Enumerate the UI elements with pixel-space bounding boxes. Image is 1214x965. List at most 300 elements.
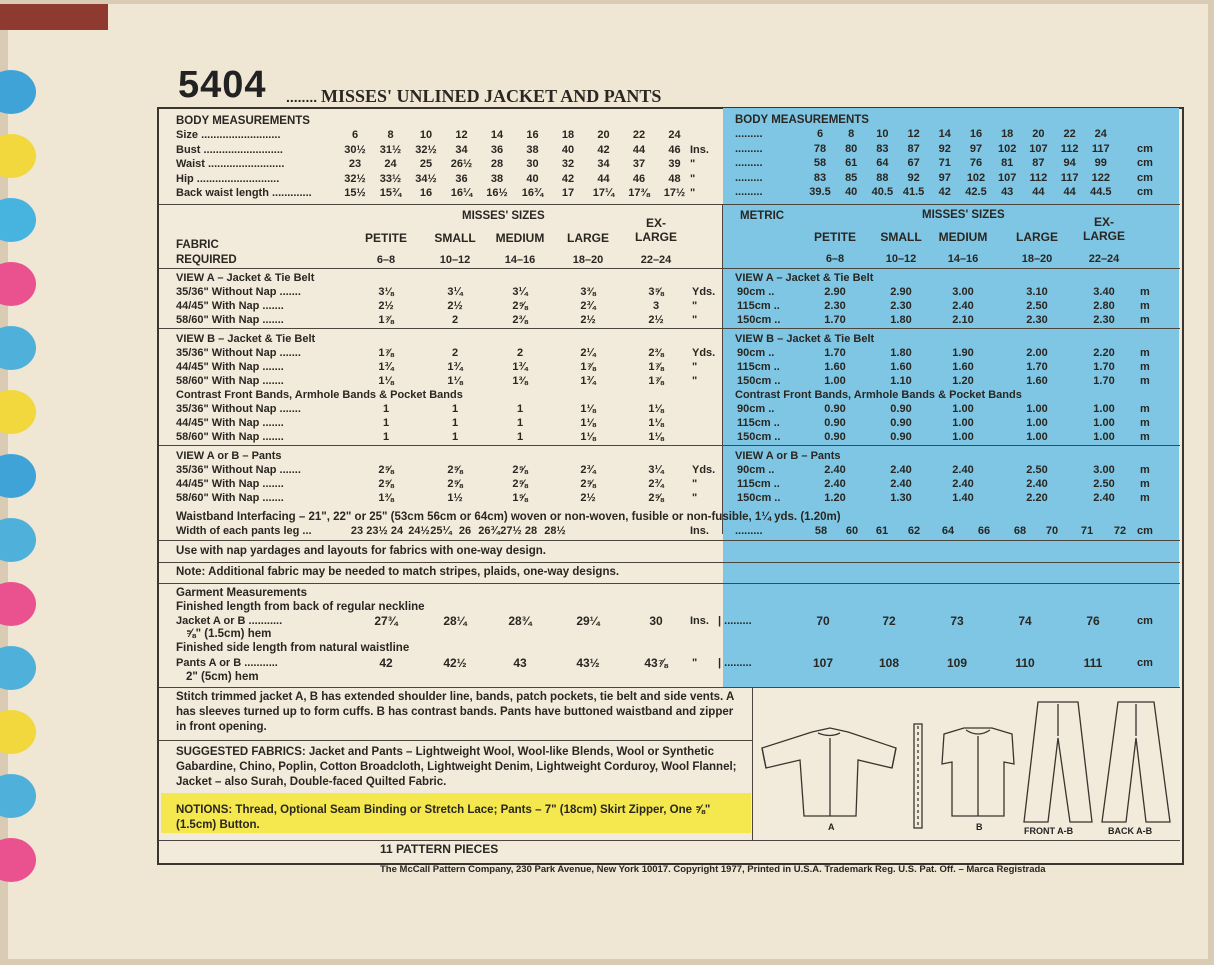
yardage-value: 2⅝ xyxy=(447,464,463,476)
metric-unit: m xyxy=(1140,347,1150,359)
metric-section-title: VIEW A – Jacket & Tie Belt xyxy=(735,272,874,284)
sketch-label-a: A xyxy=(828,822,835,832)
metric-pants-value: 109 xyxy=(946,656,968,670)
body-value: 16 xyxy=(419,187,433,199)
yardage-label: 35/36" Without Nap ....... xyxy=(176,286,301,298)
size-range: 6–8 xyxy=(376,254,396,266)
metric-body-unit: cm xyxy=(1137,171,1153,184)
body-value: 10 xyxy=(419,129,433,141)
metric-leg-value: 64 xyxy=(941,525,955,537)
size-range: 14–16 xyxy=(504,254,536,266)
size-name: EX- xyxy=(645,216,666,230)
metric-unit: m xyxy=(1140,403,1150,415)
metric-value: 2.40 xyxy=(952,478,974,490)
metric-body-value: 83 xyxy=(876,142,889,155)
metric-label: METRIC xyxy=(740,210,785,222)
metric-unit: m xyxy=(1140,492,1150,504)
jacket-label: Jacket A or B ........... xyxy=(176,615,283,627)
body-value: 32½ xyxy=(344,172,366,185)
jacket-length-unit: Ins. xyxy=(690,615,709,627)
jacket-length-value: 28¼ xyxy=(443,614,467,628)
yardage-value: 1¾ xyxy=(512,361,528,373)
color-dot xyxy=(0,710,36,754)
yardage-value: 2½ xyxy=(580,314,596,326)
color-dot-strip xyxy=(0,60,48,960)
metric-jacket-dots: | ......... xyxy=(718,615,752,627)
jacket-hem-note: ⅝" (1.5cm) hem xyxy=(186,628,272,640)
metric-value: 2.40 xyxy=(824,478,846,490)
garment-line-drawings xyxy=(752,688,1180,861)
yardage-value: 2⅝ xyxy=(512,464,528,476)
yardage-value: 1⅛ xyxy=(648,417,664,429)
yardage-value: 2⅝ xyxy=(512,300,528,312)
body-value: 23 xyxy=(348,158,362,170)
metric-body-value: 117 xyxy=(1091,142,1110,155)
body-row-label: Hip ........................... xyxy=(176,172,280,185)
metric-body-value: 10 xyxy=(876,128,889,140)
yardage-value: 1 xyxy=(451,417,459,429)
metric-value: 2.40 xyxy=(1026,478,1048,490)
yardage-value: 1⅛ xyxy=(580,403,596,415)
divider xyxy=(159,583,1180,584)
yardage-value: 1 xyxy=(382,417,390,429)
metric-body-value: 44 xyxy=(1063,186,1076,198)
metric-body-value: 112 xyxy=(1029,171,1048,184)
metric-body-value: 97 xyxy=(969,142,983,155)
metric-jacket-value: 73 xyxy=(950,614,964,628)
leg-width-value: 24 xyxy=(390,525,404,537)
pants-length-value: 43⅞ xyxy=(644,656,668,670)
yardage-value: 2⅝ xyxy=(580,478,596,490)
metric-value: 2.40 xyxy=(824,464,846,476)
leg-width-value: 23 xyxy=(350,525,364,537)
body-value: 17 xyxy=(561,187,575,199)
metric-pants-value: 110 xyxy=(1015,656,1035,670)
color-dot xyxy=(0,390,36,434)
metric-width-label: 150cm .. xyxy=(737,492,781,504)
metric-leg-value: 71 xyxy=(1080,525,1094,537)
color-dot xyxy=(0,326,36,370)
yardage-value: 1 xyxy=(451,403,459,415)
yardage-label: 35/36" Without Nap ....... xyxy=(176,464,301,476)
color-dot xyxy=(0,838,36,882)
body-measurements-heading: BODY MEASUREMENTS xyxy=(176,115,310,127)
metric-body-dots: ......... xyxy=(735,186,763,198)
metric-body-dots: ......... xyxy=(735,142,763,155)
metric-pants-dots: | ......... xyxy=(718,657,752,669)
copyright-footer: The McCall Pattern Company, 230 Park Avenue, New York 10017. Copyright 1977, Printed in U.S.A. Trademark Reg. U.S. Pat. Off. – Marca Registrada xyxy=(380,864,1046,875)
leg-width-value: 26¾ xyxy=(478,525,500,537)
body-value: 15½ xyxy=(344,187,366,199)
section-divider xyxy=(159,328,1180,329)
metric-body-value: 117 xyxy=(1060,171,1079,184)
metric-value: 1.20 xyxy=(952,375,974,387)
yardage-value: 2⅝ xyxy=(447,478,463,490)
metric-value: 1.00 xyxy=(1093,417,1115,429)
metric-leg-value: 72 xyxy=(1113,525,1127,537)
yardage-value: 2¾ xyxy=(580,300,596,312)
metric-body-value: 88 xyxy=(876,171,889,184)
metric-leg-unit: cm xyxy=(1137,525,1153,537)
metric-body-value: 58 xyxy=(813,157,827,169)
body-unit: " xyxy=(690,187,696,199)
yardage-value: 1 xyxy=(382,403,390,415)
metric-size-name: LARGE xyxy=(1016,230,1058,244)
metric-value: 1.00 xyxy=(1093,431,1115,443)
notions-text: NOTIONS: Thread, Optional Seam Binding or Stretch Lace; Pants – 7" (18cm) Skirt Zipper, One ⅝" (1.5cm) Button. xyxy=(176,804,711,831)
body-value: 16¾ xyxy=(521,187,544,199)
metric-body-value: 44.5 xyxy=(1090,186,1112,198)
yardage-value: 1 xyxy=(451,431,459,443)
section-divider xyxy=(159,445,1180,446)
metric-body-value: 20 xyxy=(1032,128,1045,140)
metric-width-label: 90cm .. xyxy=(737,403,775,415)
metric-unit: m xyxy=(1140,478,1150,490)
body-value: 20 xyxy=(597,129,610,141)
pattern-title: ........ MISSES' UNLINED JACKET AND PANTS xyxy=(286,86,662,106)
color-dot xyxy=(0,774,36,818)
body-value: 30½ xyxy=(344,143,366,156)
metric-leg-value: 60 xyxy=(845,525,859,537)
yardage-label: 35/36" Without Nap ....... xyxy=(176,347,301,359)
body-value: 17⅜ xyxy=(628,187,650,199)
metric-unit: m xyxy=(1140,375,1150,387)
metric-size-name: SMALL xyxy=(880,230,922,244)
waistband-interfacing: Waistband Interfacing – 21", 22" or 25" (53cm 56cm or 64cm) woven or non-woven, fusible or non-fusible, 1¼ yds. (1.20m) xyxy=(176,511,841,523)
garment-side-length-note: Finished side length from natural waistline xyxy=(176,642,410,654)
body-value: 48 xyxy=(668,172,681,185)
body-value: 34 xyxy=(597,158,610,170)
metric-pants-unit: cm xyxy=(1137,657,1153,669)
size-name: MEDIUM xyxy=(495,231,545,245)
metric-body-value: 94 xyxy=(1063,157,1076,169)
metric-value: 3.40 xyxy=(1093,286,1115,298)
body-value: 34 xyxy=(455,143,468,156)
metric-value: 2.00 xyxy=(1026,347,1048,359)
metric-value: 2.30 xyxy=(1093,314,1115,326)
metric-value: 1.80 xyxy=(890,314,912,326)
divider xyxy=(159,562,1180,563)
sketch-label-b: B xyxy=(976,822,983,832)
yardage-value: 1¾ xyxy=(580,375,596,387)
metric-value: 0.90 xyxy=(890,417,912,429)
metric-unit: m xyxy=(1140,464,1150,476)
metric-value: 1.60 xyxy=(1026,375,1048,387)
metric-value: 1.90 xyxy=(952,347,974,359)
yardage-label: 35/36" Without Nap ....... xyxy=(176,403,301,415)
metric-size-name: EX- xyxy=(1093,215,1114,229)
body-value: 8 xyxy=(387,129,394,141)
metric-body-value: 122 xyxy=(1091,171,1110,184)
body-value: 14 xyxy=(490,129,504,141)
yardage-value: 3⅛ xyxy=(378,286,394,298)
yardage-value: 3⅜ xyxy=(580,286,596,298)
body-value: 42 xyxy=(597,143,610,156)
metric-body-value: 42.5 xyxy=(965,186,987,198)
metric-body-value: 16 xyxy=(969,128,983,140)
metric-width-label: 150cm .. xyxy=(737,314,781,326)
body-value: 15¾ xyxy=(379,187,402,199)
metric-body-value: 81 xyxy=(1001,157,1014,169)
metric-unit: m xyxy=(1140,300,1150,312)
metric-value: 2.20 xyxy=(1093,347,1115,359)
metric-value: 2.90 xyxy=(890,286,912,298)
metric-unit: m xyxy=(1140,314,1150,326)
metric-body-value: 87 xyxy=(907,142,920,155)
yardage-value: 2½ xyxy=(378,300,394,312)
body-value: 17¼ xyxy=(592,187,615,199)
yardage-value: 2⅜ xyxy=(512,314,528,326)
metric-value: 2.50 xyxy=(1093,478,1115,490)
yardage-value: 3¼ xyxy=(512,286,528,298)
pants-back-drawing xyxy=(1102,702,1170,822)
body-value: 38 xyxy=(490,172,504,185)
leg-width-value: 27½ xyxy=(500,525,522,537)
yardage-value: 2⅜ xyxy=(648,347,664,359)
metric-width-label: 150cm .. xyxy=(737,375,781,387)
body-value: 6 xyxy=(351,129,359,141)
color-dot xyxy=(0,454,36,498)
metric-value: 1.70 xyxy=(1093,375,1115,387)
metric-unit: m xyxy=(1140,361,1150,373)
yardage-unit: " xyxy=(692,492,698,504)
jacket-length-value: 28¾ xyxy=(508,614,532,628)
body-value: 34½ xyxy=(415,172,437,185)
metric-size-range: 22–24 xyxy=(1088,253,1120,265)
metric-body-value: 14 xyxy=(938,128,951,140)
metric-value: 2.20 xyxy=(1026,492,1048,504)
body-unit: Ins. xyxy=(690,143,709,156)
yardage-unit: Yds. xyxy=(692,347,716,359)
pants-length-unit: " xyxy=(692,657,698,669)
metric-leg-value: 62 xyxy=(907,525,921,537)
yardage-label: 44/45" With Nap ....... xyxy=(176,478,284,490)
color-dot xyxy=(0,646,36,690)
metric-body-value: 40.5 xyxy=(871,186,894,198)
body-value: 26½ xyxy=(450,158,473,170)
color-dot xyxy=(0,518,36,562)
metric-value: 1.00 xyxy=(1026,403,1048,415)
body-value: 40 xyxy=(526,172,539,185)
jacket-length-value: 27¾ xyxy=(374,614,398,628)
yardage-value: 2¾ xyxy=(580,464,596,476)
yardage-value: 3¼ xyxy=(447,286,463,298)
section-title: VIEW A or B – Pants xyxy=(176,450,282,462)
metric-value: 0.90 xyxy=(824,431,846,443)
metric-unit: m xyxy=(1140,417,1150,429)
size-range: 22–24 xyxy=(640,254,672,266)
metric-body-value: 67 xyxy=(907,157,920,169)
metric-value: 2.40 xyxy=(1093,492,1115,504)
yardage-value: 2½ xyxy=(580,492,596,504)
yardage-label: 58/60" With Nap ....... xyxy=(176,492,284,504)
metric-body-value: 71 xyxy=(938,157,951,169)
body-value: 46 xyxy=(632,172,646,185)
body-value: 33½ xyxy=(379,172,402,185)
metric-jacket-unit: cm xyxy=(1137,615,1153,627)
metric-width-label: 115cm .. xyxy=(737,417,780,429)
metric-body-dots: ......... xyxy=(735,171,763,184)
body-value: 40 xyxy=(561,143,575,156)
metric-value: 0.90 xyxy=(824,417,846,429)
metric-width-label: 115cm .. xyxy=(737,361,780,373)
yardage-unit: Yds. xyxy=(692,464,716,476)
yardage-label: 58/60" With Nap ....... xyxy=(176,375,284,387)
metric-value: 2.40 xyxy=(890,478,912,490)
divider xyxy=(159,268,1180,269)
metric-body-value: 85 xyxy=(845,171,858,184)
yardage-value: 1⅛ xyxy=(447,375,463,387)
yardage-value: 1¾ xyxy=(378,361,394,373)
metric-body-value: 92 xyxy=(938,142,951,155)
size-name: LARGE xyxy=(635,230,677,244)
metric-size-range: 6–8 xyxy=(825,253,845,265)
metric-value: 1.10 xyxy=(890,375,912,387)
metric-leg-value: 58 xyxy=(814,525,828,537)
sketch-label-back: BACK A-B xyxy=(1108,826,1153,836)
metric-size-range: 10–12 xyxy=(885,253,917,265)
pattern-title-text: MISSES' UNLINED JACKET AND PANTS xyxy=(321,86,662,106)
yardage-value: 1⅜ xyxy=(378,492,394,504)
yardage-value: 3 xyxy=(652,300,660,312)
metric-leg-value: 61 xyxy=(875,525,889,537)
leg-width-value: 24½ xyxy=(408,525,430,537)
size-range: 10–12 xyxy=(439,254,471,266)
nap-note: Use with nap yardages and layouts for fabrics with one-way design. xyxy=(176,545,546,557)
metric-body-dots: ......... xyxy=(735,157,763,169)
metric-unit: m xyxy=(1140,286,1150,298)
yardage-unit: " xyxy=(692,300,698,312)
yardage-value: 1⅞ xyxy=(378,347,394,359)
suggested-fabrics: SUGGESTED FABRICS: Jacket and Pants – Lightweight Wool, Wool-like Blends, Wool or Synthetic Gabardine, Chino, Poplin, Cotton Broadcloth, Lightweight Denim, Lightweight Corduroy, Wool Flannel; Jacket – also Surah, Double-faced Quilted Fabric. xyxy=(176,746,737,788)
size-name: SMALL xyxy=(434,231,476,245)
metric-size-range: 14–16 xyxy=(947,253,979,265)
metric-body-value: 64 xyxy=(876,157,889,169)
body-value: 17½ xyxy=(663,187,686,199)
metric-size-name: LARGE xyxy=(1083,229,1125,243)
leg-width-value: 28 xyxy=(524,525,538,537)
metric-body-value: 92 xyxy=(907,171,920,184)
metric-body-value: 41.5 xyxy=(902,186,925,198)
body-value: 44 xyxy=(597,172,610,185)
metric-body-value: 112 xyxy=(1060,142,1079,155)
pattern-number: 5404 xyxy=(178,64,267,106)
fabric-label: FABRIC xyxy=(176,239,219,251)
garment-description: Stitch trimmed jacket A, B has extended shoulder line, bands, patch pockets, tie belt and side vents. A has sleeves turned up to form cuffs. B has contrast bands. Pants have buttoned waistband and zipper in front opening. xyxy=(176,691,734,733)
color-dot xyxy=(0,198,36,242)
yardage-value: 1⅛ xyxy=(648,403,664,415)
section-title: VIEW B – Jacket & Tie Belt xyxy=(176,333,316,345)
metric-value: 1.00 xyxy=(1026,431,1048,443)
yardage-value: 1⅞ xyxy=(378,314,394,326)
yardage-value: 1⅝ xyxy=(512,492,528,504)
metric-value: 1.40 xyxy=(952,492,974,504)
metric-value: 3.00 xyxy=(952,286,974,298)
divider xyxy=(159,740,752,741)
yardage-value: 1 xyxy=(516,431,524,443)
body-value: 30 xyxy=(526,158,539,170)
pants-length-value: 42 xyxy=(379,656,393,670)
metric-body-value: 107 xyxy=(1029,142,1048,155)
metric-section-title: Contrast Front Bands, Armhole Bands & Pocket Bands xyxy=(735,389,1022,401)
body-value: 12 xyxy=(455,129,468,141)
body-value: 16¼ xyxy=(450,187,473,199)
metric-body-value: 39.5 xyxy=(809,186,831,198)
yardage-value: 2¾ xyxy=(648,478,664,490)
leg-width-label: Width of each pants leg ... xyxy=(176,525,312,537)
metric-body-value: 6 xyxy=(816,128,824,140)
yardage-value: 1 xyxy=(516,417,524,429)
metric-jacket-value: 70 xyxy=(816,614,830,628)
metric-value: 1.00 xyxy=(952,431,974,443)
metric-body-value: 80 xyxy=(845,142,858,155)
yardage-value: 2 xyxy=(516,347,524,359)
metric-body-value: 43 xyxy=(1001,186,1014,198)
yardage-value: 2⅝ xyxy=(378,478,394,490)
metric-value: 2.10 xyxy=(952,314,974,326)
metric-body-value: 107 xyxy=(998,171,1017,184)
metric-value: 1.70 xyxy=(1093,361,1115,373)
section-title: Contrast Front Bands, Armhole Bands & Pocket Bands xyxy=(176,389,463,401)
color-dot xyxy=(0,70,36,114)
body-value: 28 xyxy=(490,158,504,170)
metric-body-value: 42 xyxy=(938,186,951,198)
contrast-band-drawing xyxy=(914,724,922,828)
yardage-value: 3⅝ xyxy=(648,286,664,298)
body-row-label: Waist ......................... xyxy=(176,158,285,170)
metric-jacket-value: 76 xyxy=(1086,614,1100,628)
metric-jacket-value: 72 xyxy=(882,614,896,628)
metric-size-name: PETITE xyxy=(813,230,856,244)
yardage-value: 1⅞ xyxy=(648,375,664,387)
yardage-unit: Yds. xyxy=(692,286,716,298)
metric-value: 2.30 xyxy=(824,300,846,312)
metric-body-value: 44 xyxy=(1032,186,1045,198)
metric-value: 2.40 xyxy=(890,464,912,476)
metric-body-value: 102 xyxy=(966,171,986,184)
metric-leg-value: 68 xyxy=(1013,525,1027,537)
yardage-value: 2⅝ xyxy=(648,492,664,504)
metric-body-value: 83 xyxy=(813,171,827,184)
metric-value: 0.90 xyxy=(824,403,846,415)
metric-value: 2.50 xyxy=(1026,300,1048,312)
yardage-value: 2⅝ xyxy=(378,464,394,476)
metric-misses-sizes-label: MISSES' SIZES xyxy=(922,209,1005,221)
yardage-value: 1⅞ xyxy=(648,361,664,373)
metric-body-value: 24 xyxy=(1094,128,1107,140)
metric-value: 1.80 xyxy=(890,347,912,359)
metric-leg-value: 66 xyxy=(977,525,991,537)
body-value: 37 xyxy=(632,158,646,170)
yardage-value: 2 xyxy=(451,314,459,326)
metric-body-value: 76 xyxy=(969,157,983,169)
divider xyxy=(159,204,1180,205)
yardage-label: 44/45" With Nap ....... xyxy=(176,300,284,312)
yardage-label: 58/60" With Nap ....... xyxy=(176,431,284,443)
yardage-value: 1⅞ xyxy=(580,361,596,373)
body-value: 31½ xyxy=(379,143,402,156)
leg-width-value: 25¼ xyxy=(430,525,452,537)
pants-hem-note: 2" (5cm) hem xyxy=(186,671,259,683)
body-value: 24 xyxy=(384,158,397,170)
color-dot xyxy=(0,582,36,626)
sketch-label-front: FRONT A-B xyxy=(1024,826,1074,836)
yardage-value: 3¼ xyxy=(648,464,664,476)
metric-pants-value: 111 xyxy=(1083,656,1103,670)
metric-section-title: VIEW B – Jacket & Tie Belt xyxy=(735,333,875,345)
metric-leg-value: 70 xyxy=(1045,525,1059,537)
body-value: 44 xyxy=(632,143,646,156)
